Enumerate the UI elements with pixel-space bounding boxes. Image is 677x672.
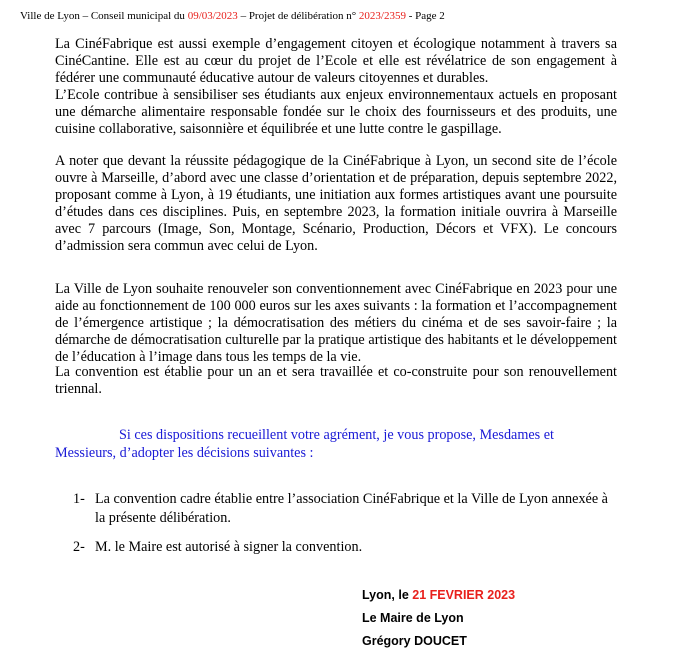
signature-title: Le Maire de Lyon — [362, 611, 464, 625]
paragraph-marseille: A noter que devant la réussite pédagogique de la CinéFabrique à Lyon, un second site de l’école ouvre à Marseille, d’abord avec une classe d’orientation et de préparation, depuis septembre 2022, proposant comme à Lyon, à 19 étudiants, une initiation aux formes artistiques avant une poursuite d’études dans ces disciplines. Puis, en septembre 2023, la formation initiale ouvrira à Marseille avec 7 parcours (Image, Son, Montage, Scénario, Production, Décors et VFX). Le concours d’admission sera commun avec celui de Lyon. — [55, 153, 617, 254]
signature-place: Lyon, le — [362, 588, 413, 602]
paragraph-convention-duration: La convention est établie pour un an et sera travaillée et co-construite pour son renouvellement triennal. — [55, 364, 617, 397]
decision-number: 1- — [73, 491, 85, 507]
header-prefix: Ville de Lyon – Conseil municipal du — [20, 10, 188, 22]
header-date: 09/03/2023 — [187, 10, 238, 22]
paragraph-environment: L’Ecole contribue à sensibiliser ses étudiants aux enjeux environnementaux actuels en proposant une démarche alimentaire responsable fondée sur le choix des fournisseurs et des produits, une cuisine collaborative, saisonnière et équilibrée et une lutte contre le gaspillage. — [55, 87, 617, 137]
decision-item — [73, 538, 617, 557]
paragraph-convention-funding: La Ville de Lyon souhaite renouveler son conventionnement avec CinéFabrique en 2023 pour une aide au fonctionnement de 100 000 euros sur les axes suivants : la formation et l’accompagnement de l’émergence artistique ; la démocratisation des métiers du cinéma et de ses savoir-faire ; la démarche de démocratisation culturelle par la pratique artistique des habitants et le développement de l’éducation à l’image dans tous les temps de la vie. — [55, 281, 617, 365]
signature-block — [362, 584, 515, 653]
signature-place-date — [362, 584, 515, 607]
paragraph-cinecantine: La CinéFabrique est aussi exemple d’engagement citoyen et écologique notamment à travers sa CinéCantine. Elle est au cœur du projet de l’Ecole et elle est révélatrice de son engagement à fédérer une communauté éducative autour de valeurs citoyennes et durables. — [55, 36, 617, 86]
decision-text: M. le Maire est autorisé à signer la convention. — [95, 539, 363, 555]
decision-item — [73, 490, 617, 527]
decision-intro-text: Si ces dispositions recueillent votre agrément, je vous propose, Mesdames et Messieurs, d’adopter les décisions suivantes : — [55, 427, 554, 461]
decision-text: La convention cadre établie entre l’association CinéFabrique et la Ville de Lyon annexée à la présente délibération. — [95, 491, 608, 526]
header-suffix: - Page 2 — [405, 10, 445, 22]
page-header — [20, 10, 445, 22]
header-middle: – Projet de délibération n° — [237, 10, 359, 22]
decision-intro — [55, 427, 617, 462]
header-number: 2023/2359 — [358, 10, 406, 22]
decision-number: 2- — [73, 539, 85, 555]
signature-date: 21 FEVRIER 2023 — [412, 588, 516, 602]
signature-name: Grégory DOUCET — [362, 634, 467, 648]
